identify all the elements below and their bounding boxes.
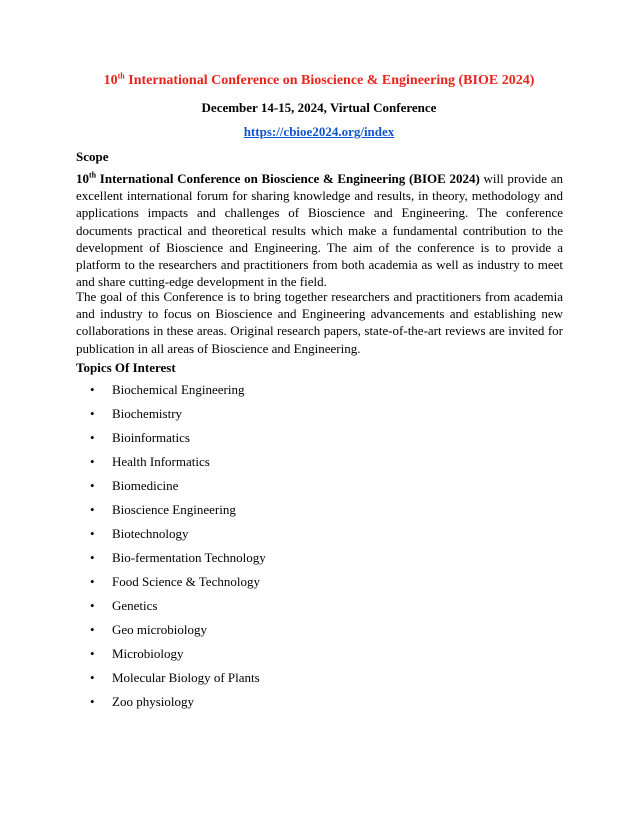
conference-url xyxy=(0,123,638,141)
scope-paragraph-1 xyxy=(76,170,563,290)
topic-label: Health Informatics xyxy=(112,454,210,469)
list-item xyxy=(90,693,266,717)
topics-list xyxy=(90,381,266,717)
bullet-icon: • xyxy=(90,454,95,469)
bullet-icon: • xyxy=(90,574,95,589)
bullet-icon: • xyxy=(90,502,95,517)
bullet-icon: • xyxy=(90,670,95,685)
scope-lead-prefix: 10 xyxy=(76,171,89,186)
topic-label: Molecular Biology of Plants xyxy=(112,670,260,685)
conference-dates: December 14-15, 2024, Virtual Conference xyxy=(201,100,437,115)
list-item xyxy=(90,525,266,549)
list-item xyxy=(90,645,266,669)
topic-label: Bioinformatics xyxy=(112,430,190,445)
scope-lead xyxy=(76,171,480,186)
scope-lead-text: International Conference on Bioscience & Engineering (BIOE 2024) xyxy=(96,171,480,186)
bullet-icon: • xyxy=(90,646,95,661)
topic-label: Zoo physiology xyxy=(112,694,194,709)
bullet-icon: • xyxy=(90,526,95,541)
scope-paragraph-1-text: will provide an excellent international forum for sharing knowledge and results, in theory, methodology and applications impacts and challenges of Bioscience and Engineering. The conference documents practical and theoretical results which make a fundamental contribution to the development of Bioscience and Engineering. The aim of the conference is to provide a platform to the researchers and practitioners from both academia as well as industry to meet and share cutting-edge development in the field. xyxy=(76,171,563,290)
bullet-icon: • xyxy=(90,598,95,613)
bullet-icon: • xyxy=(90,478,95,493)
topic-label: Biotechnology xyxy=(112,526,189,541)
bullet-icon: • xyxy=(90,622,95,637)
topic-label: Biomedicine xyxy=(112,478,179,493)
bullet-icon: • xyxy=(90,694,95,709)
topic-label: Geo microbiology xyxy=(112,622,207,637)
topic-label: Food Science & Technology xyxy=(112,574,260,589)
list-item xyxy=(90,597,266,621)
topic-label: Genetics xyxy=(112,598,158,613)
scope-heading: Scope xyxy=(76,149,109,164)
bullet-icon: • xyxy=(90,550,95,565)
scope-paragraph-2: The goal of this Conference is to bring together researchers and practitioners from academia and industry to focus on Bioscience and Engineering advancements and establishing new collaborations in these areas. Original research papers, state-of-the-art reviews are invited for publication in all areas of Bioscience and Engineering. xyxy=(76,289,563,356)
conference-link[interactable]: https://cbioe2024.org/index xyxy=(243,124,395,139)
list-item xyxy=(90,621,266,645)
list-item xyxy=(90,573,266,597)
topic-label: Biochemical Engineering xyxy=(112,382,245,397)
bullet-icon: • xyxy=(90,382,95,397)
topic-label: Bio-fermentation Technology xyxy=(112,550,266,565)
list-item xyxy=(90,405,266,429)
topic-label: Microbiology xyxy=(112,646,184,661)
list-item xyxy=(90,549,266,573)
list-item xyxy=(90,453,266,477)
bullet-icon: • xyxy=(90,430,95,445)
topic-label: Bioscience Engineering xyxy=(112,502,236,517)
title-text: International Conference on Bioscience & Engineering (BIOE 2024) xyxy=(124,73,535,88)
bullet-icon: • xyxy=(90,406,95,421)
list-item xyxy=(90,669,266,693)
topic-label: Biochemistry xyxy=(112,406,183,421)
title-superscript: th xyxy=(117,71,125,81)
title-prefix: 10 xyxy=(103,73,118,88)
list-item xyxy=(90,429,266,453)
list-item xyxy=(90,381,266,405)
scope-lead-superscript: th xyxy=(89,170,97,180)
topics-heading: Topics Of Interest xyxy=(76,360,176,375)
conference-title xyxy=(0,71,638,91)
list-item xyxy=(90,501,266,525)
list-item xyxy=(90,477,266,501)
